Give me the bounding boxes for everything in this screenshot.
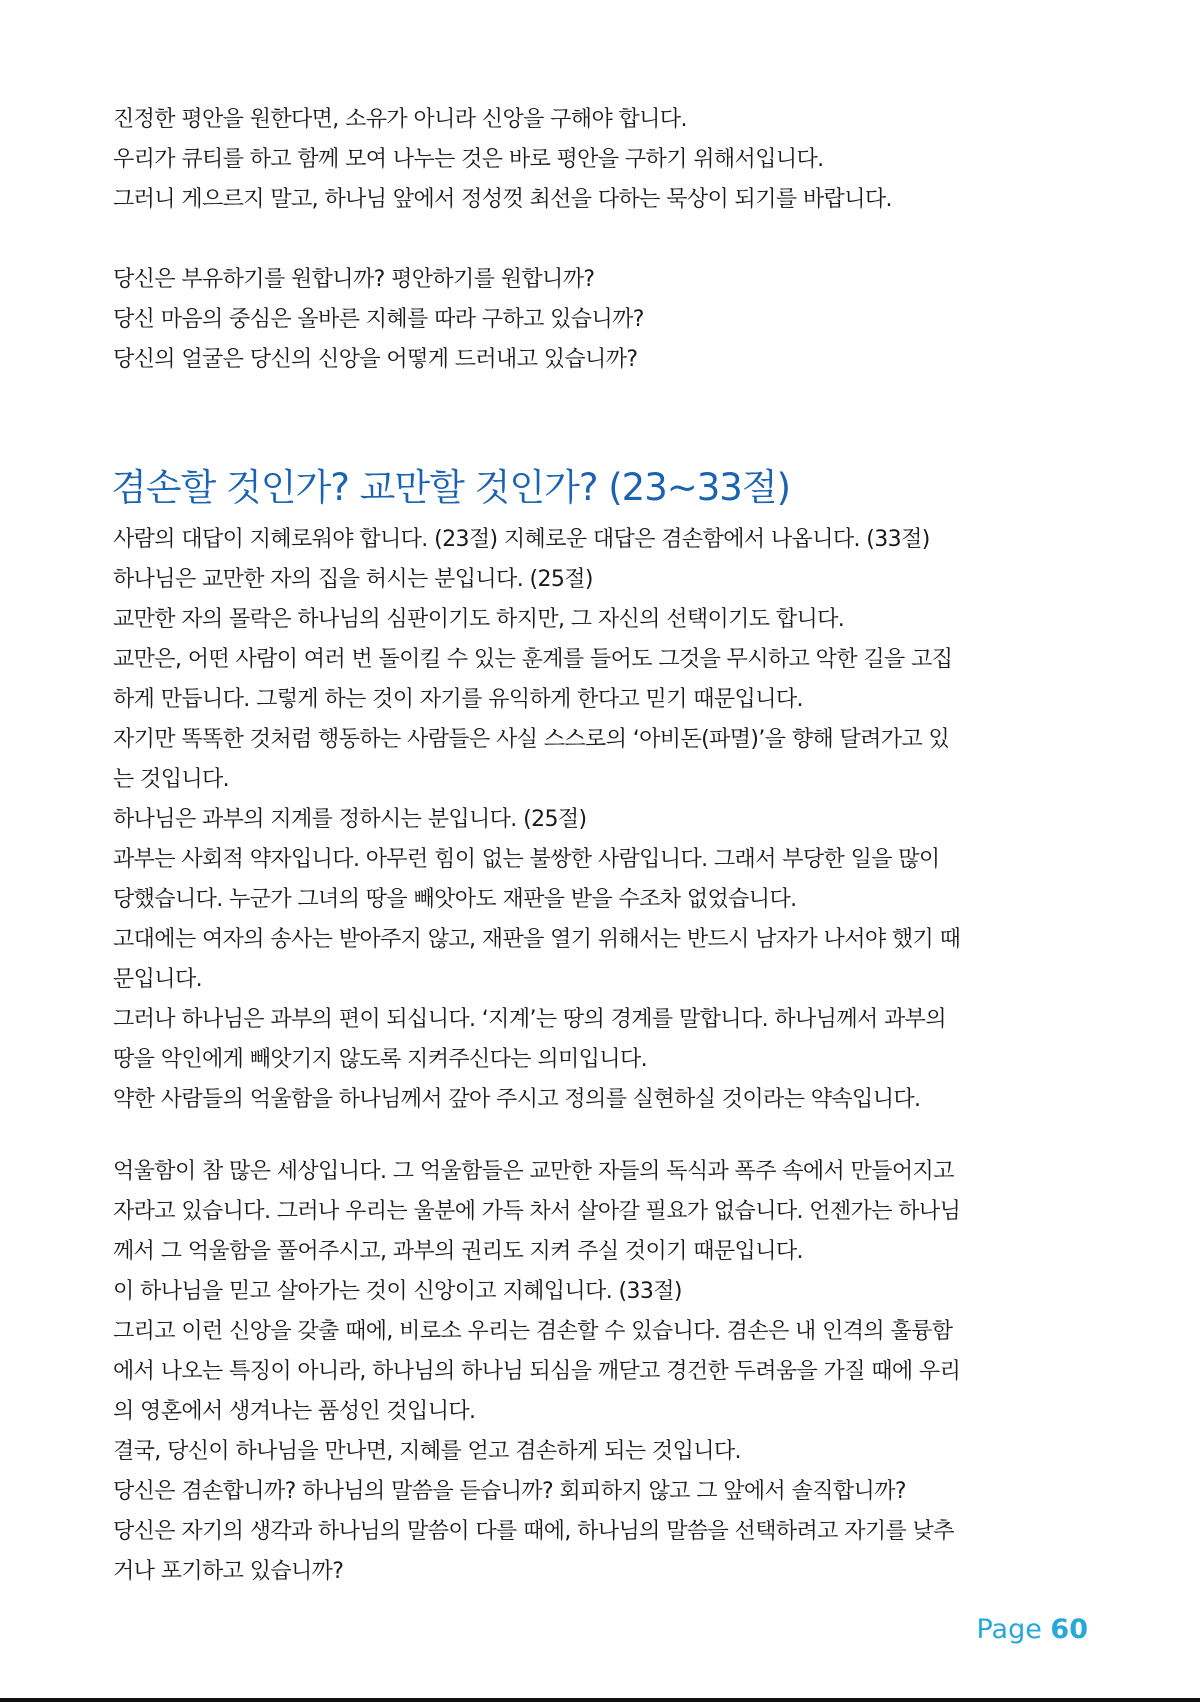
body-line: 자기만 똑똑한 것처럼 행동하는 사람들은 사실 스스로의 ‘아비돈(파멸)’을 향해 달려가고 있 bbox=[113, 727, 950, 752]
body-line: 결국, 당신이 하나님을 만나면, 지혜를 얻고 겸손하게 되는 것입니다. bbox=[113, 1439, 741, 1464]
body-line: 하나님은 과부의 지계를 정하시는 분입니다. (25절) bbox=[113, 807, 587, 832]
body-line: 거나 포기하고 있습니까? bbox=[113, 1559, 344, 1584]
body-line: 는 것입니다. bbox=[113, 767, 230, 792]
body-line: 자라고 있습니다. 그러나 우리는 울분에 가득 차서 살아갈 필요가 없습니다. 언젠가는 하나님 bbox=[113, 1199, 961, 1224]
bottom-divider bbox=[0, 1698, 1200, 1702]
body-line: 땅을 악인에게 빼앗기지 않도록 지켜주신다는 의미입니다. bbox=[113, 1047, 648, 1072]
body-line: 하게 만듭니다. 그렇게 하는 것이 자기를 유익하게 한다고 믿기 때문입니다. bbox=[113, 687, 803, 712]
question-line: 당신 마음의 중심은 올바른 지혜를 따라 구하고 있습니까? bbox=[113, 307, 644, 332]
section-body-part-2 bbox=[113, 1152, 1088, 1592]
body-line: 그리고 이런 신앙을 갖출 때에, 비로소 우리는 겸손할 수 있습니다. 겸손은 내 인격의 훌륭함 bbox=[113, 1319, 953, 1344]
body-line: 의 영혼에서 생겨나는 품성인 것입니다. bbox=[113, 1399, 476, 1424]
section-heading: 겸손할 것인가? 교만할 것인가? (23~33절) bbox=[111, 466, 791, 509]
body-line: 교만한 자의 몰락은 하나님의 심판이기도 하지만, 그 자신의 선택이기도 합니다. bbox=[113, 607, 845, 632]
body-line: 우리가 큐티를 하고 함께 모여 나누는 것은 바로 평안을 구하기 위해서입니다. bbox=[113, 147, 824, 172]
body-line: 약한 사람들의 억울함을 하나님께서 갚아 주시고 정의를 실현하실 것이라는 약속입니다. bbox=[113, 1087, 921, 1112]
page-number-value: 60 bbox=[1050, 1614, 1088, 1645]
body-line: 문입니다. bbox=[113, 967, 203, 992]
body-line: 그러나 하나님은 과부의 편이 되십니다. ‘지계’는 땅의 경계를 말합니다. 하나님께서 과부의 bbox=[113, 1007, 946, 1032]
body-line: 이 하나님을 믿고 살아가는 것이 신앙이고 지혜입니다. (33절) bbox=[113, 1279, 682, 1304]
body-line: 당신은 겸손합니까? 하나님의 말씀을 듣습니까? 회피하지 않고 그 앞에서 솔직합니까? bbox=[113, 1479, 906, 1504]
body-line: 하나님은 교만한 자의 집을 허시는 분입니다. (25절) bbox=[113, 567, 593, 592]
body-line: 고대에는 여자의 송사는 받아주지 않고, 재판을 열기 위해서는 반드시 남자가 나서야 했기 때 bbox=[113, 927, 961, 952]
body-line: 사람의 대답이 지혜로워야 합니다. (23절) 지혜로운 대답은 겸손함에서 나옵니다. (33절) bbox=[113, 527, 930, 552]
body-line: 과부는 사회적 약자입니다. 아무런 힘이 없는 불쌍한 사람입니다. 그래서 부당한 일을 많이 bbox=[113, 847, 940, 872]
body-line: 에서 나오는 특징이 아니라, 하나님의 하나님 되심을 깨닫고 경건한 두려움을 가질 때에 우리 bbox=[113, 1359, 961, 1384]
body-line: 당신은 자기의 생각과 하나님의 말씀이 다를 때에, 하나님의 말씀을 선택하려고 자기를 낮추 bbox=[113, 1519, 954, 1544]
question-line: 당신의 얼굴은 당신의 신앙을 어떻게 드러내고 있습니까? bbox=[113, 347, 638, 372]
body-line: 그러니 게으르지 말고, 하나님 앞에서 정성껏 최선을 다하는 묵상이 되기를 바랍니다. bbox=[113, 187, 892, 212]
section-body-part-1 bbox=[113, 520, 1088, 1120]
body-line: 당했습니다. 누군가 그녀의 땅을 빼앗아도 재판을 받을 수조차 없었습니다. bbox=[113, 887, 797, 912]
page-word: Page bbox=[976, 1614, 1042, 1645]
body-line: 진정한 평안을 원한다면, 소유가 아니라 신앙을 구해야 합니다. bbox=[113, 107, 687, 132]
question-line: 당신은 부유하기를 원합니까? 평안하기를 원합니까? bbox=[113, 267, 595, 292]
intro-paragraph bbox=[113, 100, 1088, 220]
body-line: 억울함이 참 많은 세상입니다. 그 억울함들은 교만한 자들의 독식과 폭주 속에서 만들어지고 bbox=[113, 1159, 954, 1184]
body-line: 교만은, 어떤 사람이 여러 번 돌이킬 수 있는 훈계를 들어도 그것을 무시하고 악한 길을 고집 bbox=[113, 647, 953, 672]
body-line: 께서 그 억울함을 풀어주시고, 과부의 권리도 지켜 주실 것이기 때문입니다. bbox=[113, 1239, 803, 1264]
reflection-questions bbox=[113, 260, 1088, 380]
page-number bbox=[976, 1610, 1088, 1650]
